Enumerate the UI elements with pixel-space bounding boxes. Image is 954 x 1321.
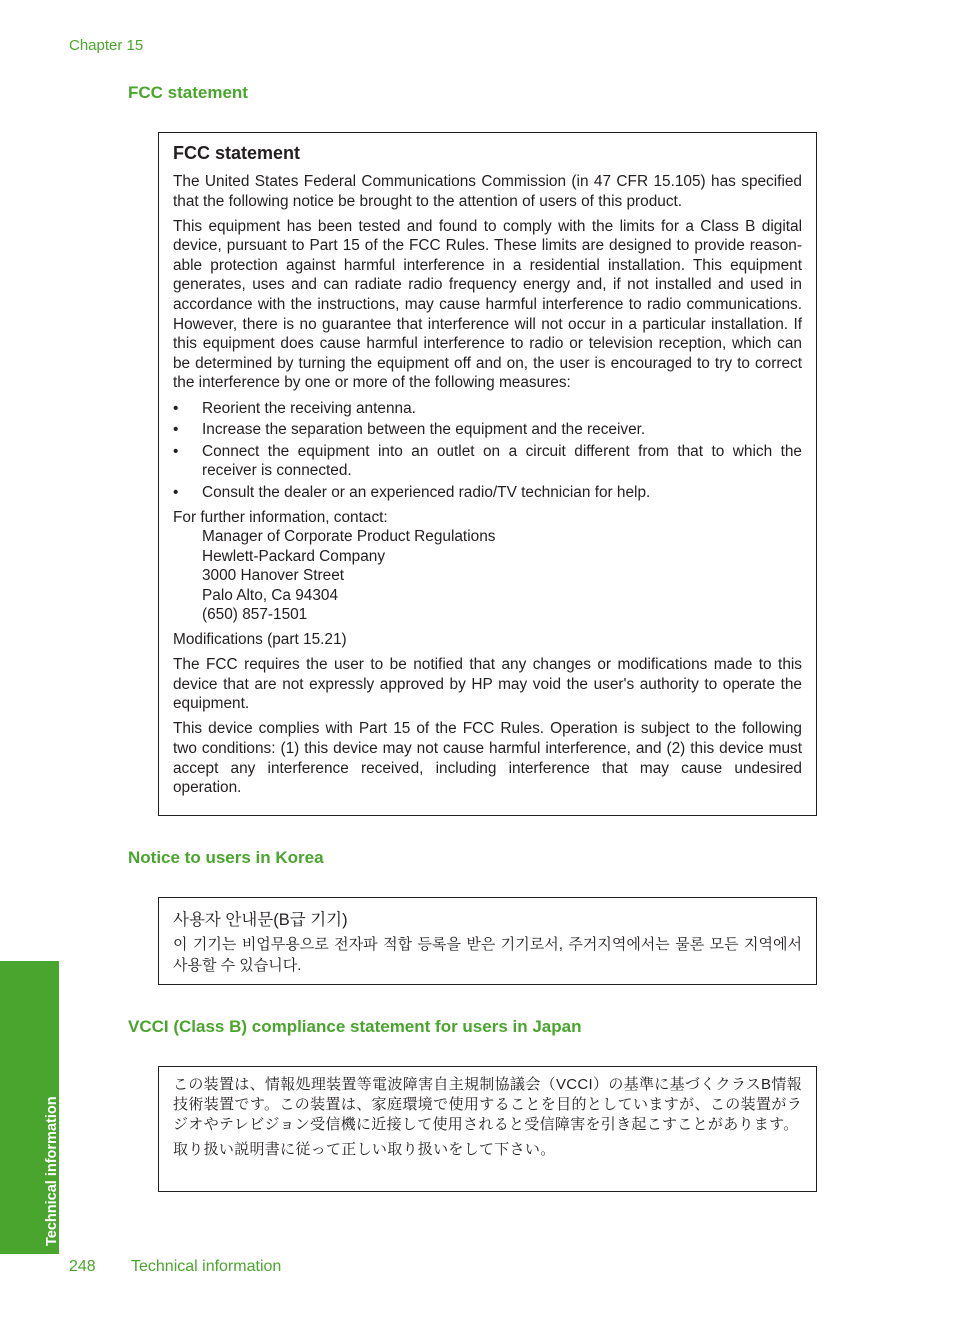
footer-title: Technical information (131, 1258, 282, 1275)
address-line: Palo Alto, Ca 94304 (202, 586, 339, 604)
section-heading-korea: Notice to users in Korea (128, 848, 324, 867)
address-line: (650) 857-1501 (202, 606, 308, 624)
list-item: • Connect the equipment into an outlet on a circuit different from that to which the receiver is connected. (173, 442, 802, 481)
japan-box-text-1: この装置は、情報処理装置等電波障害自主規制協議会（VCCI）の基準に基づくクラスB情報技術装置です。この装置は、家庭環境で使用することを目的としていますが、この装置がラジオやテレビジョン受信機に近接して使用されると受信障害を引き起こすことがあります。 (173, 1076, 802, 1133)
address-line: Manager of Corporate Product Regulations (202, 528, 496, 546)
fcc-contact-address (173, 527, 802, 625)
fcc-box-title: FCC statement (173, 143, 301, 163)
fcc-paragraph-1: The United States Federal Communications Commission (in 47 CFR 15.105) has specified that the following notice be brought to the attention of users of this product. (173, 173, 802, 210)
list-item: • Reorient the receiving antenna. (173, 399, 802, 419)
section-heading-japan: VCCI (Class B) compliance statement for users in Japan (128, 1017, 582, 1036)
address-line: Hewlett-Packard Company (202, 547, 386, 565)
fcc-contact-intro: For further information, contact: (173, 508, 388, 526)
list-item: • Increase the separation between the equipment and the receiver. (173, 420, 802, 440)
korea-box-title: 사용자 안내문(B급 기기) (173, 911, 348, 929)
side-tab-label: Technical information (44, 1096, 60, 1246)
fcc-paragraph-4: This device complies with Part 15 of the FCC Rules. Operation is subject to the following two conditions: (1) this device may not cause harmful interference, and (2) this device must accept any interference received, including interference that may cause undesired operation. (173, 720, 802, 797)
japan-vcci-box (158, 1066, 817, 1192)
fcc-statement-box (158, 132, 817, 816)
korea-notice-box (158, 897, 817, 985)
page-number: 248 (69, 1258, 96, 1275)
japan-box-text-2: 取り扱い説明書に従って正しい取り扱いをして下さい。 (173, 1141, 556, 1159)
list-item: • Consult the dealer or an experienced radio/TV technician for help. (173, 483, 802, 503)
fcc-paragraph-2: This equipment has been tested and found to comply with the limits for a Class B digital device, pursuant to Part 15 of the FCC Rules. These limits are designed to provide reason-able protection against harmful interference in a residential installation. This equipment generates, uses and can radiate radio frequency energy and, if not installed and used in accordance with the instructions, may cause harmful interference to radio communications. However, there is no guarantee that interference will not occur in a particular installation. If this equipment does cause harmful interference to radio or television reception, which can be determined by turning the equipment off and on, the user is encouraged to try to correct the interference by one or more of the following measures: (173, 217, 802, 392)
section-heading-fcc: FCC statement (128, 83, 248, 102)
korea-box-text: 이 기기는 비업무용으로 전자파 적합 등록을 받은 기기로서, 주거지역에서는 물론 모든 지역에서 사용할 수 있습니다. (173, 936, 802, 974)
fcc-measures-list (173, 399, 802, 503)
address-line: 3000 Hanover Street (202, 567, 345, 585)
chapter-label: Chapter 15 (69, 37, 144, 54)
fcc-modifications-label: Modifications (part 15.21) (173, 631, 347, 649)
fcc-paragraph-3: The FCC requires the user to be notified that any changes or modifications made to this device that are not expressly approved by HP may void the user's authority to operate the equipment. (173, 656, 802, 713)
